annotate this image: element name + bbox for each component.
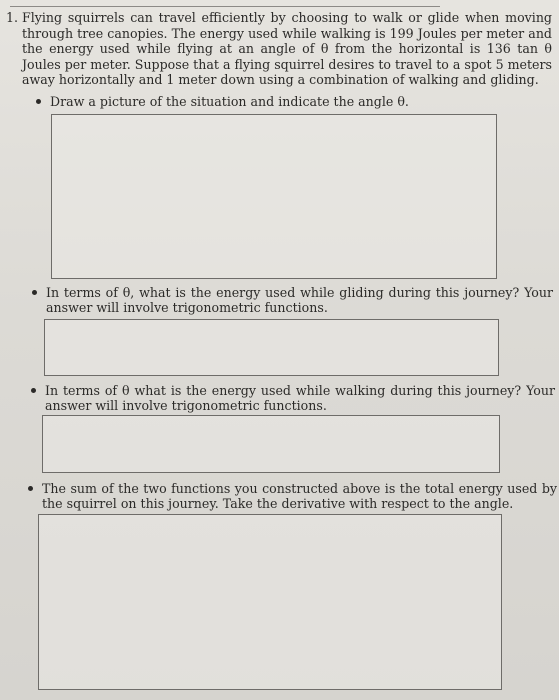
bullet-icon <box>31 388 36 393</box>
question-1-text: Draw a picture of the situation and indicate the angle θ. <box>50 94 409 109</box>
question-2 <box>32 285 553 315</box>
question-4-text: The sum of the two functions you constructed above is the total energy used by the squirrel on this journey. Take the derivative with respect to the angle. <box>42 481 557 511</box>
answer-box-gliding-energy[interactable] <box>44 319 499 376</box>
bullet-icon <box>36 99 41 104</box>
question-4 <box>28 481 557 511</box>
bullet-icon <box>28 486 33 491</box>
question-3-text: In terms of θ what is the energy used while walking during this journey? Your answer will involve trigonometric functions. <box>45 383 555 413</box>
problem-text: Flying squirrels can travel efficiently by choosing to walk or glide when moving through tree canopies. The energy used while walking is 199 Joules per meter and the energy used while flying at an angle of θ from the horizontal is 136 tan θ Joules per meter. Suppose that a flying squirrel desires to travel to a spot 5 meters away horizontally and 1 meter down using a combination of walking and gliding. <box>22 10 552 87</box>
problem-statement <box>6 10 552 88</box>
answer-box-walking-energy[interactable] <box>42 415 500 473</box>
answer-box-derivative[interactable] <box>38 514 502 690</box>
bullet-icon <box>32 290 37 295</box>
question-1 <box>36 94 536 109</box>
problem-number: 1. <box>6 10 19 25</box>
question-3 <box>31 383 555 413</box>
page-top-divider <box>10 0 440 7</box>
question-2-text: In terms of θ, what is the energy used while gliding during this journey? Your answer will involve trigonometric functions. <box>46 285 553 315</box>
answer-box-drawing[interactable] <box>51 114 497 279</box>
